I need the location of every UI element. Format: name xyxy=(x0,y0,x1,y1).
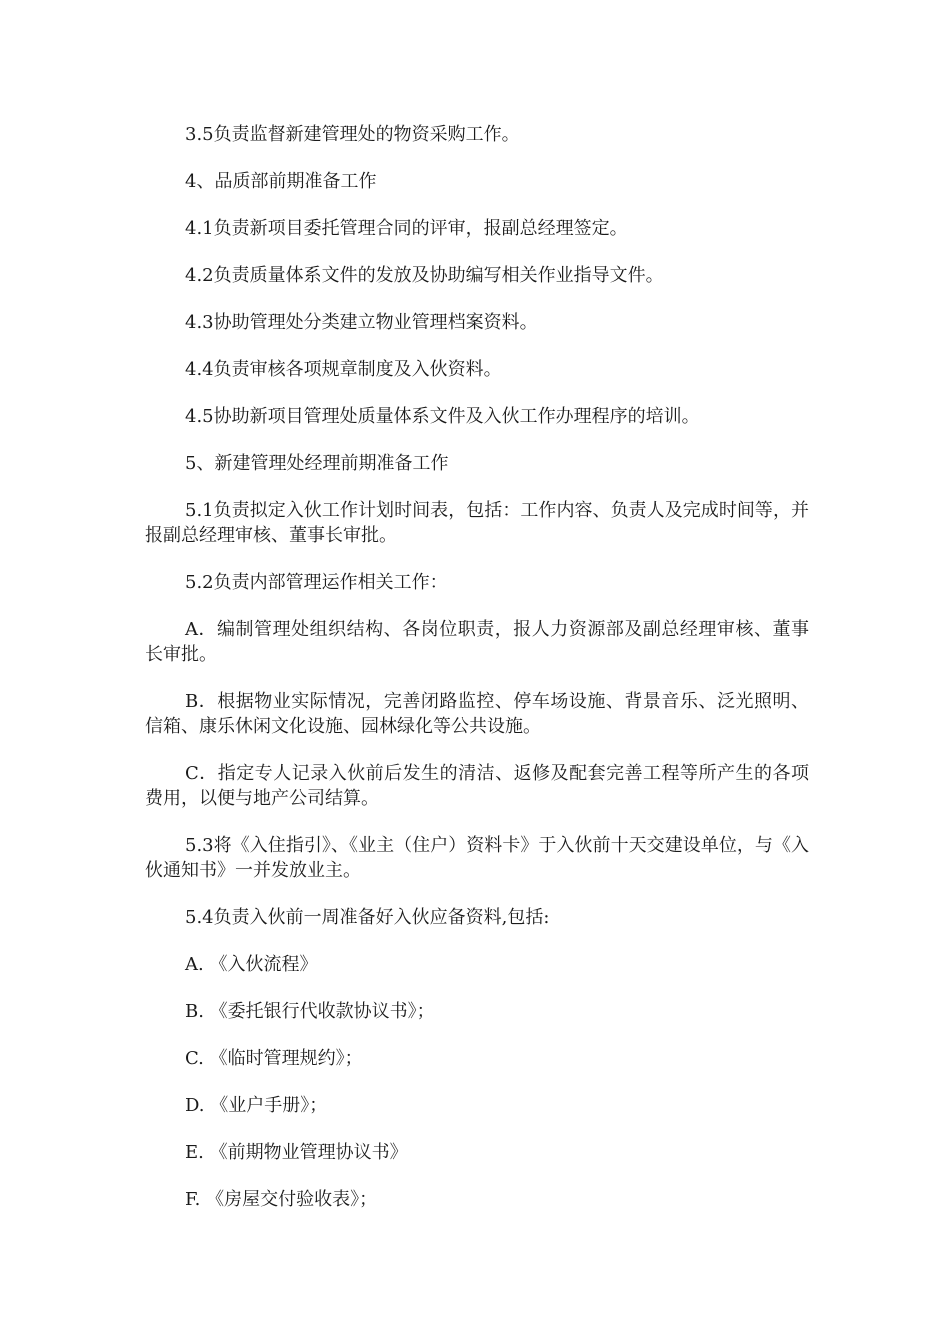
list-item-f: F. 《房屋交付验收表》； xyxy=(185,1189,378,1210)
paragraph-5-2: 5.2负责内部管理运作相关工作： xyxy=(185,572,448,593)
heading-section-4: 4、品质部前期准备工作 xyxy=(185,171,377,192)
paragraph-5-4: 5.4负责入伙前一周准备好入伙应备资料,包括: xyxy=(185,907,550,928)
paragraph-4-4: 4.4负责审核各项规章制度及入伙资料。 xyxy=(185,359,502,380)
paragraph-4-1: 4.1负责新项目委托管理合同的评审，报副总经理签定。 xyxy=(185,218,628,239)
paragraph-5-3: 5.3将《入住指引》、《业主（住户）资料卡》于入伙前十天交建设单位，与《入伙通知书》一并发放业主。 xyxy=(145,835,809,881)
paragraph-5-2-c: C．指定专人记录入伙前后发生的清洁、返修及配套完善工程等所产生的各项费用，以便与地产公司结算。 xyxy=(145,763,809,809)
paragraph-5-2-b: B．根据物业实际情况，完善闭路监控、停车场设施、背景音乐、泛光照明、信箱、康乐休闲文化设施、园林绿化等公共设施。 xyxy=(145,691,809,737)
heading-section-5: 5、新建管理处经理前期准备工作 xyxy=(185,453,449,474)
paragraph-4-5: 4.5协助新项目管理处质量体系文件及入伙工作办理程序的培训。 xyxy=(185,406,700,427)
list-item-d: D. 《业户手册》； xyxy=(185,1095,328,1116)
document-body xyxy=(145,122,809,1212)
list-item-b: B. 《委托银行代收款协议书》； xyxy=(185,1001,435,1022)
paragraph-5-2-a: A．编制管理处组织结构、各岗位职责，报人力资源部及副总经理审核、董事长审批。 xyxy=(145,619,809,665)
paragraph-4-2: 4.2负责质量体系文件的发放及协助编写相关作业指导文件。 xyxy=(185,265,664,286)
list-item-e: E. 《前期物业管理协议书》 xyxy=(185,1142,408,1163)
paragraph-5-1: 5.1负责拟定入伙工作计划时间表，包括：工作内容、负责人及完成时间等，并报副总经理审核、董事长审批。 xyxy=(145,500,809,546)
paragraph-4-3: 4.3协助管理处分类建立物业管理档案资料。 xyxy=(185,312,538,333)
paragraph-3-5: 3.5负责监督新建管理处的物资采购工作。 xyxy=(185,124,520,145)
list-item-c: C. 《临时管理规约》； xyxy=(185,1048,363,1069)
list-item-a: A. 《入伙流程》 xyxy=(185,954,318,975)
